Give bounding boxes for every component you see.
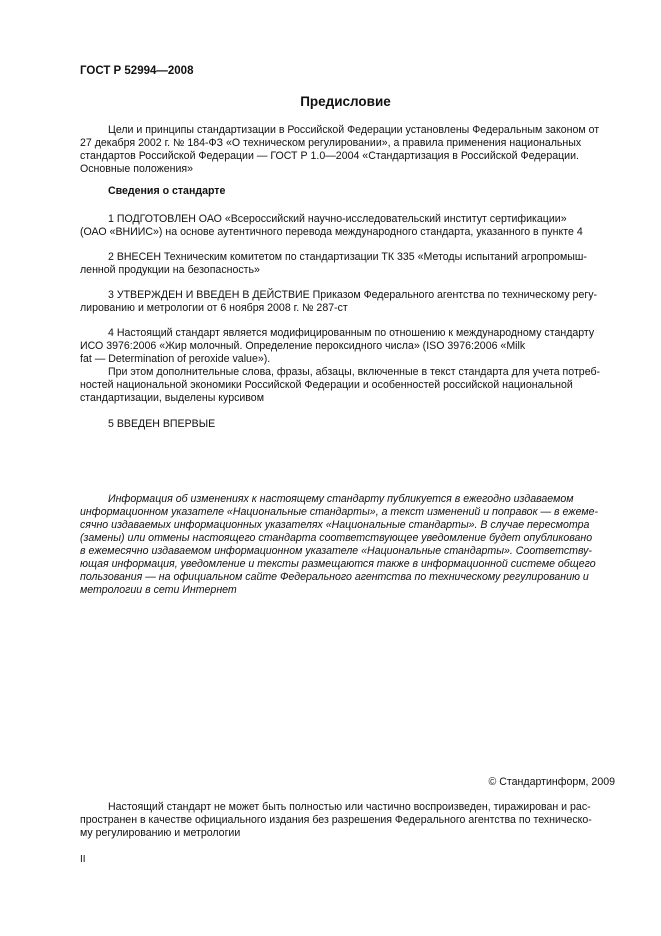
item-3-text: 3 УТВЕРЖДЕН И ВВЕДЕН В ДЕЙСТВИЕ Приказом Федерального агентства по техническому регу- лированию и метрологии от 6 ноября 2008 г. № 287-ст <box>80 289 598 314</box>
reproduction-notice: Настоящий стандарт не может быть полностью или частично воспроизведен, тиражирован и рас- пространен в качестве официального издания без разрешения Федерального агентства по техническо- му регулированию и метрологии <box>80 801 592 839</box>
copyright: © Стандартинформ, 2009 <box>488 776 615 788</box>
standard-info-heading-block <box>80 185 615 198</box>
item-4-text: 4 Настоящий стандарт является модифицированным по отношению к международному стандарту ИСО 3976:2006 «Жир молочный. Определение пероксидного числа» (ISO 3976:2006 «Milk fat — Determination of peroxide value»). <box>80 327 595 365</box>
reproduction-notice-section <box>80 801 615 840</box>
item-4-note: При этом дополнительные слова, фразы, абзацы, включенные в текст стандарта для учета потреб- ностей национальной экономики Российской Федерации и особенностей российской национальной стандартизации, выделены курсивом <box>80 366 601 404</box>
standard-info-item-3 <box>80 289 615 315</box>
standard-info-item-5 <box>80 418 615 431</box>
item-2-text: 2 ВНЕСЕН Техническим комитетом по стандартизации ТК 335 «Методы испытаний агропромыш- ленной продукции на безопасность» <box>80 251 587 276</box>
changes-info-section <box>80 493 615 597</box>
standard-info-heading: Сведения о стандарте <box>108 185 226 197</box>
item-5-text: 5 ВВЕДЕН ВПЕРВЫЕ <box>108 418 216 430</box>
intro-section <box>80 124 615 176</box>
page-title: Предисловие <box>300 94 391 109</box>
changes-info-paragraph: Информация об изменениях к настоящему стандарту публикуется в ежегодно издаваемом информационном указателе «Национальные стандарты», а текст изменений и поправок — в ежеме- сячно издаваемых информационных указателях «Национальные стандарты». В случае пересмотра (замены) или отмены настоящего стандарта соответствующее уведомление будет опубликовано в ежемесячно издаваемом информационном указателе «Национальные стандарты». Соответству- ющая информация, уведомление и тексты размещаются также в информационной системе общего пользования — на официальном сайте Федерального агентства по техническому регулированию и метрологии в сети Интернет <box>80 493 599 596</box>
standard-info-item-1 <box>80 213 615 239</box>
standard-info-item-4 <box>80 327 615 405</box>
document-id: ГОСТ Р 52994—2008 <box>80 65 194 77</box>
standard-info-item-2 <box>80 251 615 277</box>
item-1-text: 1 ПОДГОТОВЛЕН ОАО «Всероссийский научно-исследовательский институт сертификации» (ОАО «ВНИИС») на основе аутентичного перевода международного стандарта, указанного в пункте 4 <box>80 213 583 238</box>
page-number: II <box>80 854 86 865</box>
intro-paragraph: Цели и принципы стандартизации в Российской Федерации установлены Федеральным законом от 27 декабря 2002 г. № 184-ФЗ «О техническом регулировании», а правила применения национальных стандартов Российской Федерации — ГОСТ Р 1.0—2004 «Стандартизация в Российской Федерации. Основные положения» <box>80 124 600 175</box>
